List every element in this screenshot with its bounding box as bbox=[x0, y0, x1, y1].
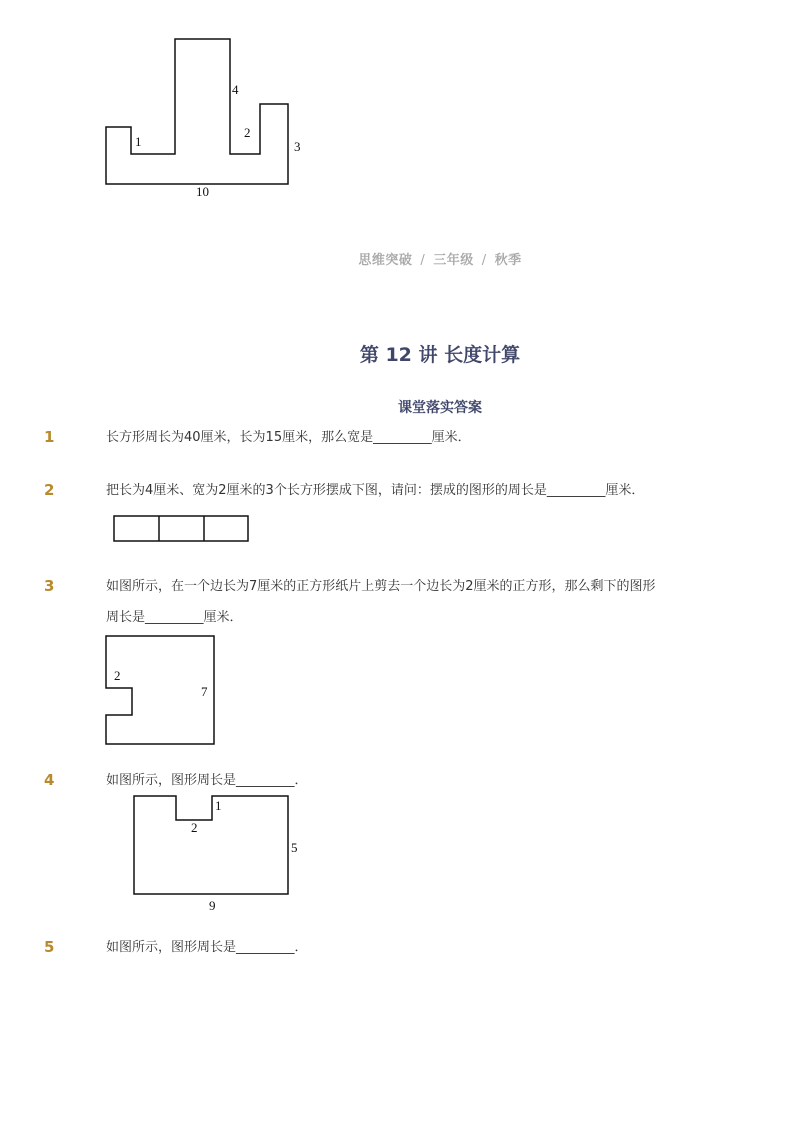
question-4-label-2: 2 bbox=[191, 820, 198, 835]
figure-top-label-4: 4 bbox=[232, 82, 239, 97]
figure-top-label-1: 1 bbox=[135, 134, 142, 149]
question-4-label-1: 1 bbox=[215, 798, 222, 813]
footer-part-3: 秋季 bbox=[494, 253, 522, 268]
figure-top-shape bbox=[95, 30, 315, 205]
page-title: 第 12 讲 长度计算 bbox=[359, 344, 521, 366]
question-2-figure bbox=[112, 514, 252, 544]
question-1-number: 1 bbox=[44, 428, 55, 446]
question-4-number: 4 bbox=[44, 771, 55, 789]
question-3-text-line-2: 周长是_________厘米． bbox=[106, 610, 243, 625]
footer-part-1: 思维突破 bbox=[358, 253, 413, 268]
question-2-text: 把长为4厘米、宽为2厘米的3个长方形摆成下图，请问：摆成的图形的周长是_________厘米． bbox=[106, 483, 645, 498]
question-3-number: 3 bbox=[44, 577, 55, 595]
question-5-number: 5 bbox=[44, 938, 55, 956]
question-3-figure bbox=[100, 630, 225, 750]
question-3-text bbox=[106, 571, 746, 633]
question-3-label-2: 2 bbox=[114, 668, 121, 683]
question-4-figure bbox=[128, 790, 308, 915]
footer-sep-2: / bbox=[481, 253, 487, 268]
question-5-text: 如图所示，图形周长是_________． bbox=[106, 940, 308, 955]
figure-top-label-10: 10 bbox=[196, 184, 209, 199]
page-footer bbox=[0, 249, 800, 268]
question-3-text-line-1: 如图所示，在一个边长为7厘米的正方形纸片上剪去一个边长为2厘米的正方形，那么剩下的图形 bbox=[106, 579, 656, 594]
question-4-text: 如图所示，图形周长是_________． bbox=[106, 773, 308, 788]
footer-sep-1: / bbox=[420, 253, 426, 268]
question-3-label-7: 7 bbox=[201, 684, 208, 699]
figure-top-label-3: 3 bbox=[294, 139, 301, 154]
question-4-label-9: 9 bbox=[209, 898, 216, 913]
question-1-text: 长方形周长为40厘米，长为15厘米，那么宽是_________厘米． bbox=[106, 430, 471, 445]
figure-top-label-2: 2 bbox=[244, 125, 251, 140]
question-4-label-5: 5 bbox=[291, 840, 298, 855]
page-subtitle: 课堂落实答案 bbox=[398, 400, 482, 416]
question-2-number: 2 bbox=[44, 481, 55, 499]
footer-part-2: 三年级 bbox=[433, 253, 474, 268]
